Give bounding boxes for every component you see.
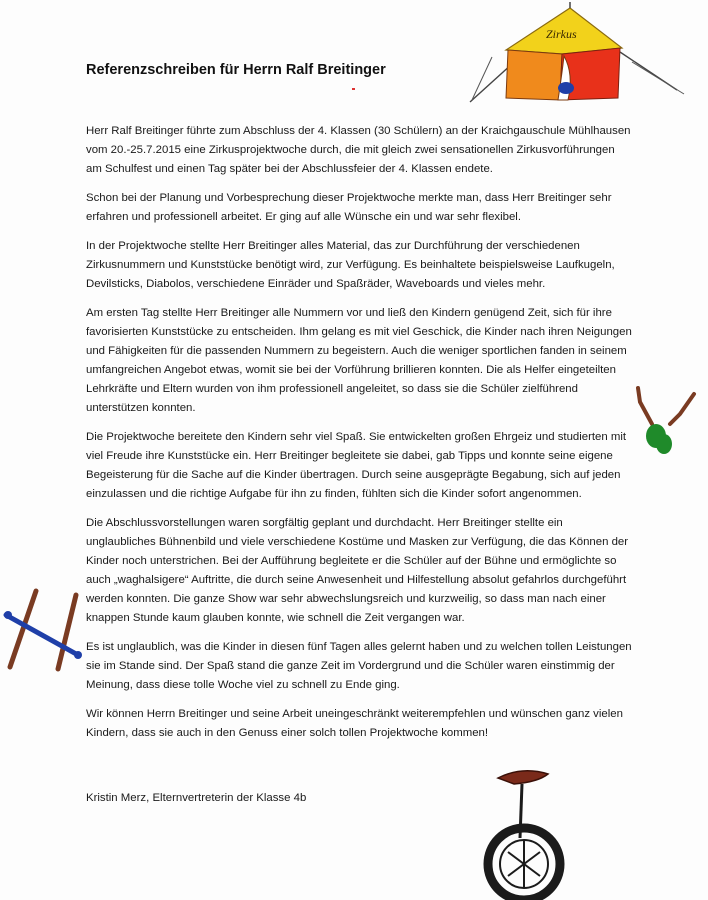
tent-ball — [558, 82, 574, 94]
paragraph-7: Es ist unglaublich, was die Kinder in diesen fünf Tagen alles gelernt haben und zu welchen tollen Leistungen sie im Stande sind. Der Spaß stand die ganze Zeit im Vordergrund und die Schüler waren einstimmig der Meinung, dass diese tolle Woche viel zu schnell zu Ende ging. — [86, 641, 632, 691]
paragraph-5: Die Projektwoche bereitete den Kindern sehr viel Spaß. Sie entwickelten großen Ehrgeiz und studierten mit viel Freude ihre Kunststücke ein. Herr Breitinger begleitete sie dabei, gab Tipps und konnte seine eigene Begeisterung für die Sache auf die Kinder übertragen. Durch seine ausgeprägte Begabung, sich auf jeden einzulassen und die richtige Aufgabe für ihn zu finden, fühlten sich die Kinder sofort angenommen. — [86, 431, 627, 500]
devilstick-end-right — [74, 651, 82, 659]
tent-rope-left-2 — [472, 57, 492, 100]
paragraph-2: Schon bei der Planung und Vorbesprechung dieser Projektwoche merkte man, dass Herr Breitinger sehr erfahren und professionell arbeitet. Er ging auf alle Wünsche ein und war sehr flexibel. — [86, 192, 612, 223]
devilstick-drawing — [0, 585, 90, 675]
paragraph-8: Wir können Herrn Breitinger und seine Arbeit uneingeschränkt weiterempfehlen und wünschen ganz vielen Kindern, dass sie auch in den Genuss einer solch tollen Projektwoche kommen! — [86, 708, 623, 739]
letter-body — [86, 122, 632, 753]
red-mark — [352, 88, 355, 90]
tent-wall-left — [506, 50, 562, 100]
diabolo-stick-left — [638, 388, 652, 424]
letter-title: Referenzschreiben für Herrn Ralf Breitinger — [86, 62, 386, 78]
unicycle-drawing — [478, 764, 608, 900]
paragraph-1: Herr Ralf Breitinger führte zum Abschluss der 4. Klassen (30 Schülern) an der Kraichgauschule Mühlhausen vom 20.-25.7.2015 eine Zirkusprojektwoche durch, die mit gleich zwei sensationellen Zirkusvorführungen am Schulfest und einen Tag später bei der Abschlussfeier der 4. Klassen endete. — [86, 125, 631, 175]
paragraph-3: In der Projektwoche stellte Herr Breitinger alles Material, das zur Durchführung der verschiedenen Zirkusnummern und Kunststücke benötigt wird, zur Verfügung. Es beinhaltete beispielsweise Laufkugeln, Devilsticks, Diabolos, verschiedene Einräder und Spaßräder, Waveboards und vieles mehr. — [86, 240, 615, 290]
unicycle-seat — [498, 771, 548, 784]
diabolo-drawing — [630, 384, 700, 464]
signature-line: Kristin Merz, Elternvertreterin der Klasse 4b — [86, 792, 307, 804]
paragraph-6: Die Abschlussvorstellungen waren sorgfältig geplant und durchdacht. Herr Breitinger stellte ein unglaubliches Bühnenbild und viele verschiedene Kostüme und Masken zur Verfügung, die das Können der Kinder noch unterstrichen. Bei der Aufführung begleitete er die Schüler auf der Bühne und ermöglichte so auch „waghalsigere“ Auftritte, die durch seine Anwesenheit und Hilfestellung absolut gefahrlos durchgeführt werden konnten. Die ganze Show war sehr abwechslungsreich und kurzweilig, so dass man nach einer knappen Stunde kaum glauben konnte, wie schnell die Zeit vergangen war. — [86, 517, 629, 624]
tent-label: Zirkus — [546, 27, 577, 41]
devilstick-handle-right — [58, 595, 76, 669]
diabolo-cup-right — [656, 434, 672, 454]
circus-tent-drawing — [462, 2, 702, 114]
paragraph-4: Am ersten Tag stellte Herr Breitinger alle Nummern vor und ließ den Kindern genügend Zeit, sich für ihre favorisierten Kunststücke zu entscheiden. Ihm gelang es mit viel Geschick, die Kinder nach ihren Neigungen und Fähigkeiten für die passenden Nummern zu begeistern. Auch die weniger sportlichen fanden in seinem umfangreichen Angebot etwas, womit sie bei der Vorführung brillieren konnten. Die als Helfer eingeteilten Lehrkräfte und Eltern wurden von ihm professionell angeleitet, so dass sie die Schüler zielführend unterstützen konnten. — [86, 307, 632, 414]
diabolo-stick-right — [670, 394, 694, 424]
tent-rope-right-2 — [632, 62, 684, 94]
devilstick-end-left — [4, 611, 12, 619]
